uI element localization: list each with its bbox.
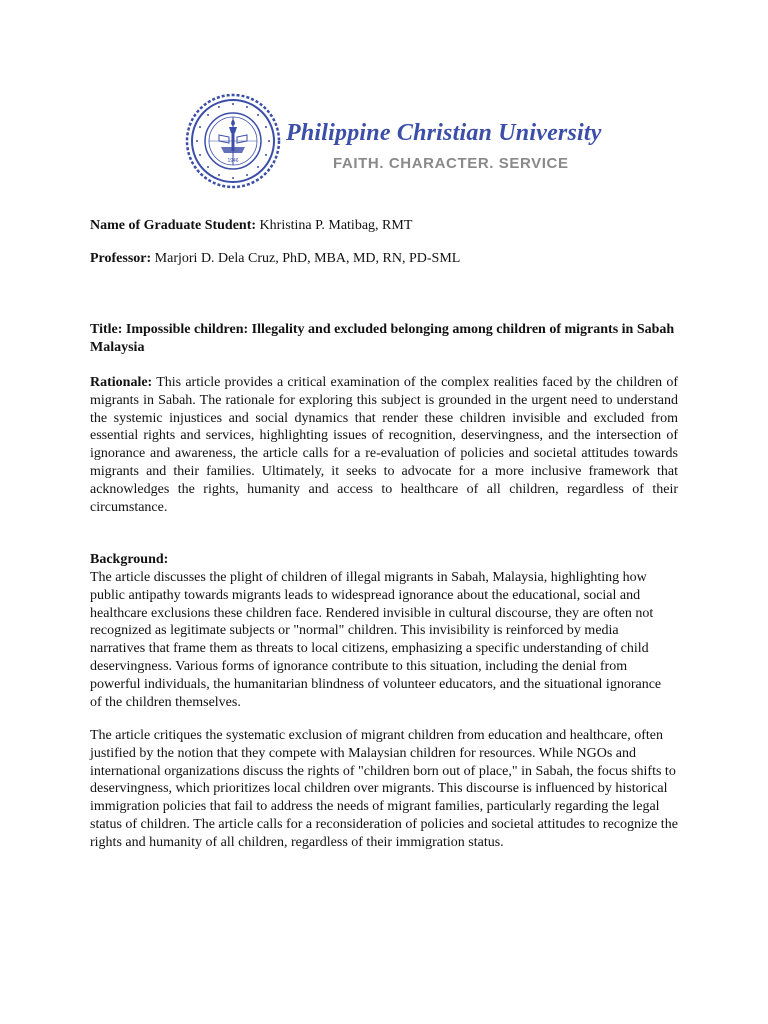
- university-seal-icon: [185, 93, 281, 189]
- university-tagline: FAITH. CHARACTER. SERVICE: [333, 155, 569, 172]
- student-label: Name of Graduate Student:: [90, 218, 257, 233]
- student-line: [90, 218, 412, 234]
- document-title: Title: Impossible children: Illegality and excluded belonging among children of migrants in Sabah Malaysia: [90, 322, 675, 355]
- background-paragraph-2: The article critiques the systematic exclusion of migrant children from education and healthcare, often justified by the notion that they compete with Malaysian children for resources. While NGOs and international organizations discuss the rights of "children born out of place," in Sabah, the focus shifts to deservingness, which prioritizes local children over migrants. This discourse is influenced by historical immigration policies that fail to address the needs of migrant families, particularly regarding the legal status of children. The article calls for a reconsideration of policies and societal attitudes to recognize the rights and humanity of all children, regardless of their immigration status.: [90, 728, 678, 850]
- rationale-text: This article provides a critical examination of the complex realities faced by the children of migrants in Sabah. The rationale for exploring this subject is grounded in the urgent need to understand the systemic injustices and social dynamics that render these children invisible and excluded from essential rights and services, highlighting issues of recognition, deservingness, and the intersection of ignorance and awareness, the article calls for a re-evaluation of policies and societal attitudes towards migrants and their families. Ultimately, it seeks to advocate for a more inclusive framework that acknowledges the rights, humanity and access to healthcare of all children, regardless of their circumstance.: [90, 375, 679, 515]
- background-label: Background:: [90, 552, 169, 567]
- professor-line: [90, 251, 460, 267]
- background-paragraph-1: The article discusses the plight of children of illegal migrants in Sabah, Malaysia, highlighting how public antipathy towards migrants leads to widespread ignorance about the educational, social and healthcare exclusions these children face. Rendered invisible in cultural discourse, they are often not recognized as legitimate subjects or "normal" children. This invisibility is reinforced by media narratives that frame them as threats to local citizens, emphasizing a specific understanding of child deservingness. Various forms of ignorance contribute to this situation, including the denial from powerful individuals, the humanitarian blindness of volunteer educators, and the situational ignorance of the children themselves.: [90, 570, 662, 710]
- professor-value: Marjori D. Dela Cruz, PhD, MBA, MD, RN, PD-SML: [154, 251, 461, 266]
- rationale-label: Rationale:: [90, 375, 153, 390]
- university-header: [185, 93, 605, 193]
- rationale-section: [90, 374, 678, 516]
- professor-label: Professor:: [90, 251, 152, 266]
- university-name: Philippine Christian University: [286, 120, 602, 146]
- seal-year: 1946: [227, 158, 239, 164]
- student-value: Khristina P. Matibag, RMT: [259, 218, 413, 233]
